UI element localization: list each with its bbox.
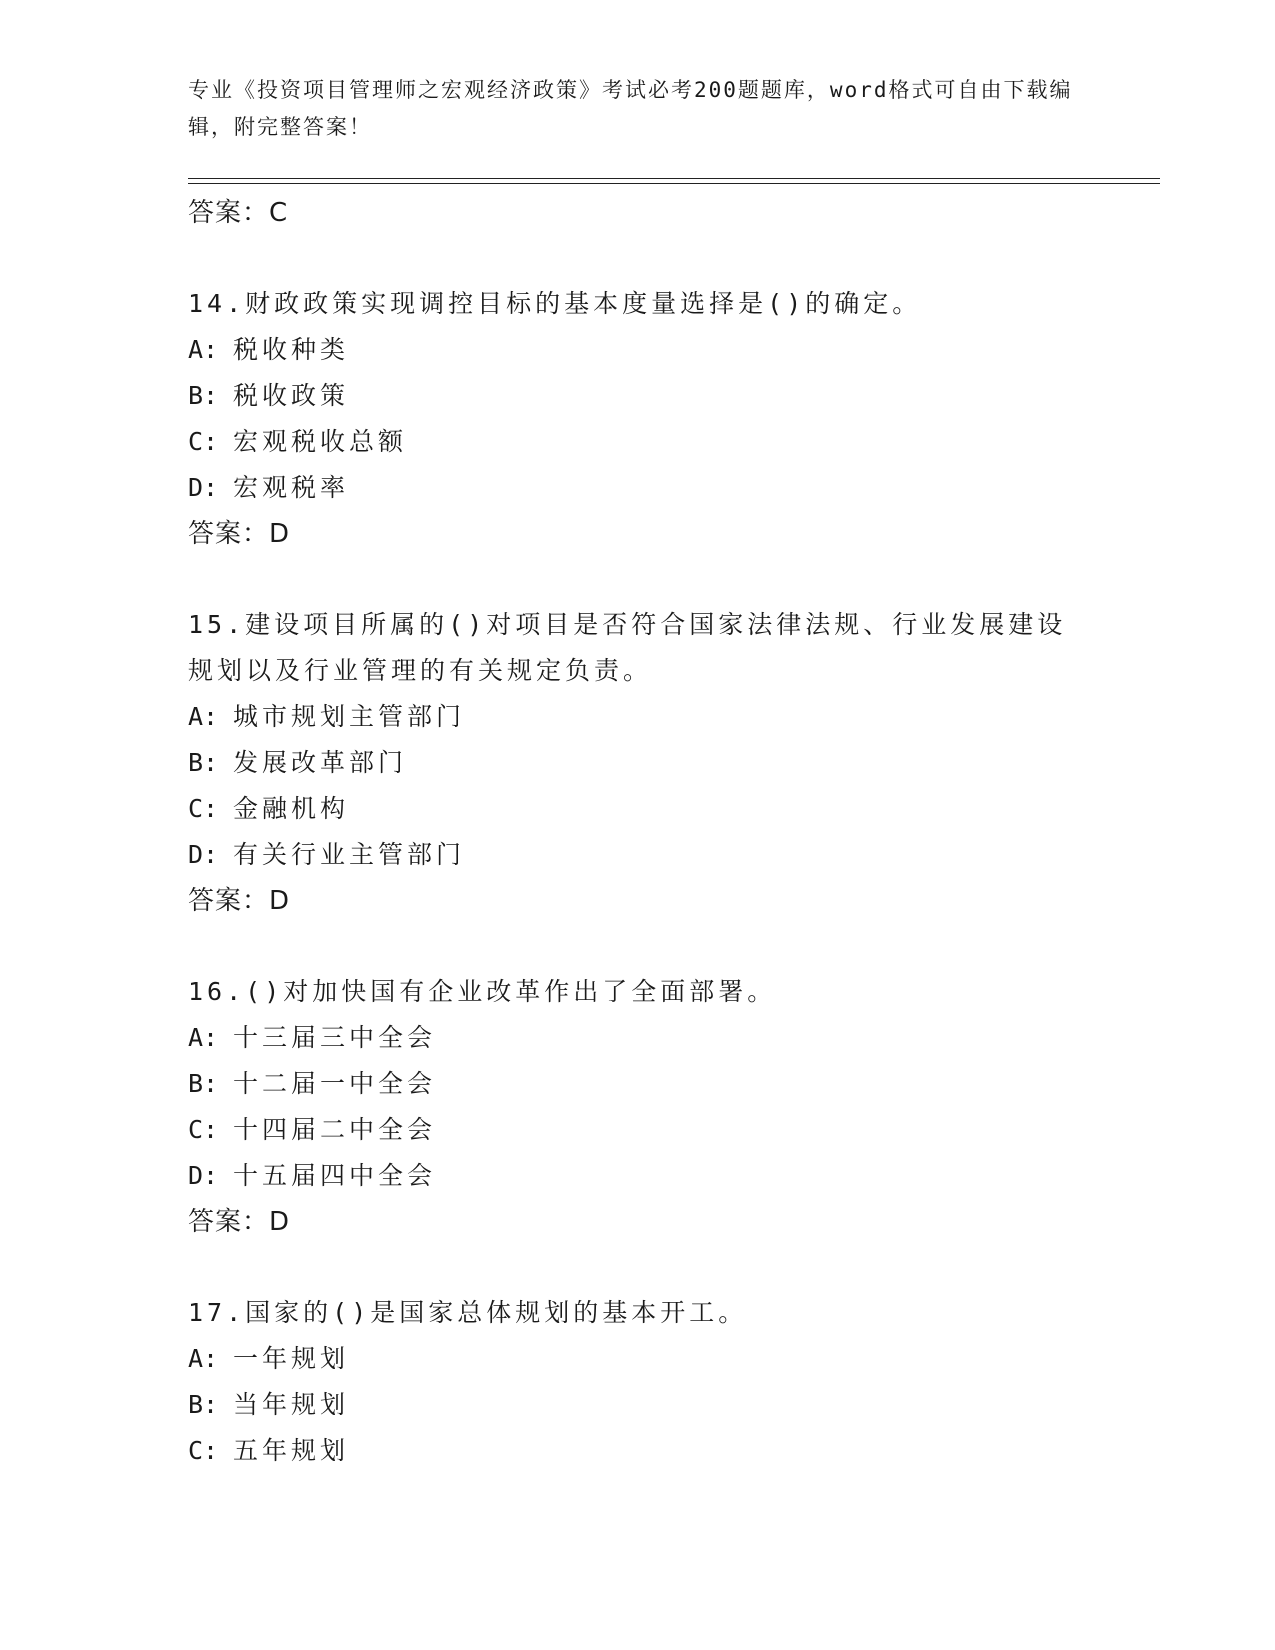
option-text: 税收种类 (233, 335, 350, 364)
option-letter: B: (188, 1069, 219, 1098)
option-text: 十五届四中全会 (233, 1161, 437, 1190)
option-letter: A: (188, 1023, 219, 1052)
option-c (188, 1107, 1088, 1153)
option-letter: D: (188, 473, 219, 502)
option-a (188, 694, 1088, 740)
option-letter: C: (188, 1436, 219, 1465)
option-text: 税收政策 (233, 381, 350, 410)
option-text: 当年规划 (233, 1390, 350, 1419)
option-d (188, 465, 1088, 511)
option-a (188, 1336, 1088, 1382)
option-d (188, 1153, 1088, 1199)
question-15 (188, 602, 1088, 924)
option-c (188, 419, 1088, 465)
option-d (188, 832, 1088, 878)
question-14 (188, 281, 1088, 557)
document-header: 专业《投资项目管理师之宏观经济政策》考试必考200题题库，word格式可自由下载编辑，附完整答案！ (188, 78, 1073, 139)
question-text: 17.国家的()是国家总体规划的基本开工。 (188, 1298, 748, 1327)
option-c (188, 786, 1088, 832)
option-letter: C: (188, 794, 219, 823)
question-text: 15.建设项目所属的()对项目是否符合国家法律法规、行业发展建设规划以及行业管理的有关规定负责。 (188, 610, 1067, 685)
question-text: 14.财政政策实现调控目标的基本度量选择是()的确定。 (188, 289, 922, 318)
option-a (188, 327, 1088, 373)
question-list (188, 190, 1088, 1474)
option-text: 发展改革部门 (233, 748, 408, 777)
option-text: 十二届一中全会 (233, 1069, 437, 1098)
option-letter: D: (188, 840, 219, 869)
option-letter: A: (188, 335, 219, 364)
option-text: 五年规划 (233, 1436, 350, 1465)
option-letter: B: (188, 748, 219, 777)
option-b (188, 740, 1088, 786)
answer: 答案：D (188, 1207, 291, 1237)
option-b (188, 1382, 1088, 1428)
answer: 答案：D (188, 519, 291, 549)
previous-answer: 答案：C (188, 198, 289, 228)
option-c (188, 1428, 1088, 1474)
option-letter: D: (188, 1161, 219, 1190)
option-b (188, 1061, 1088, 1107)
option-letter: B: (188, 1390, 219, 1419)
header-divider-bottom (188, 183, 1160, 184)
option-text: 宏观税收总额 (233, 427, 408, 456)
option-a (188, 1015, 1088, 1061)
header-divider-top (188, 178, 1160, 179)
option-text: 金融机构 (233, 794, 350, 823)
option-text: 一年规划 (233, 1344, 350, 1373)
option-text: 十三届三中全会 (233, 1023, 437, 1052)
answer: 答案：D (188, 886, 291, 916)
option-letter: C: (188, 427, 219, 456)
option-b (188, 373, 1088, 419)
option-letter: A: (188, 702, 219, 731)
question-text: 16.()对加快国有企业改革作出了全面部署。 (188, 977, 777, 1006)
option-text: 宏观税率 (233, 473, 350, 502)
option-text: 有关行业主管部门 (233, 840, 466, 869)
question-16 (188, 969, 1088, 1245)
option-text: 城市规划主管部门 (233, 702, 466, 731)
option-letter: B: (188, 381, 219, 410)
option-text: 十四届二中全会 (233, 1115, 437, 1144)
option-letter: C: (188, 1115, 219, 1144)
option-letter: A: (188, 1344, 219, 1373)
question-17 (188, 1290, 1088, 1474)
